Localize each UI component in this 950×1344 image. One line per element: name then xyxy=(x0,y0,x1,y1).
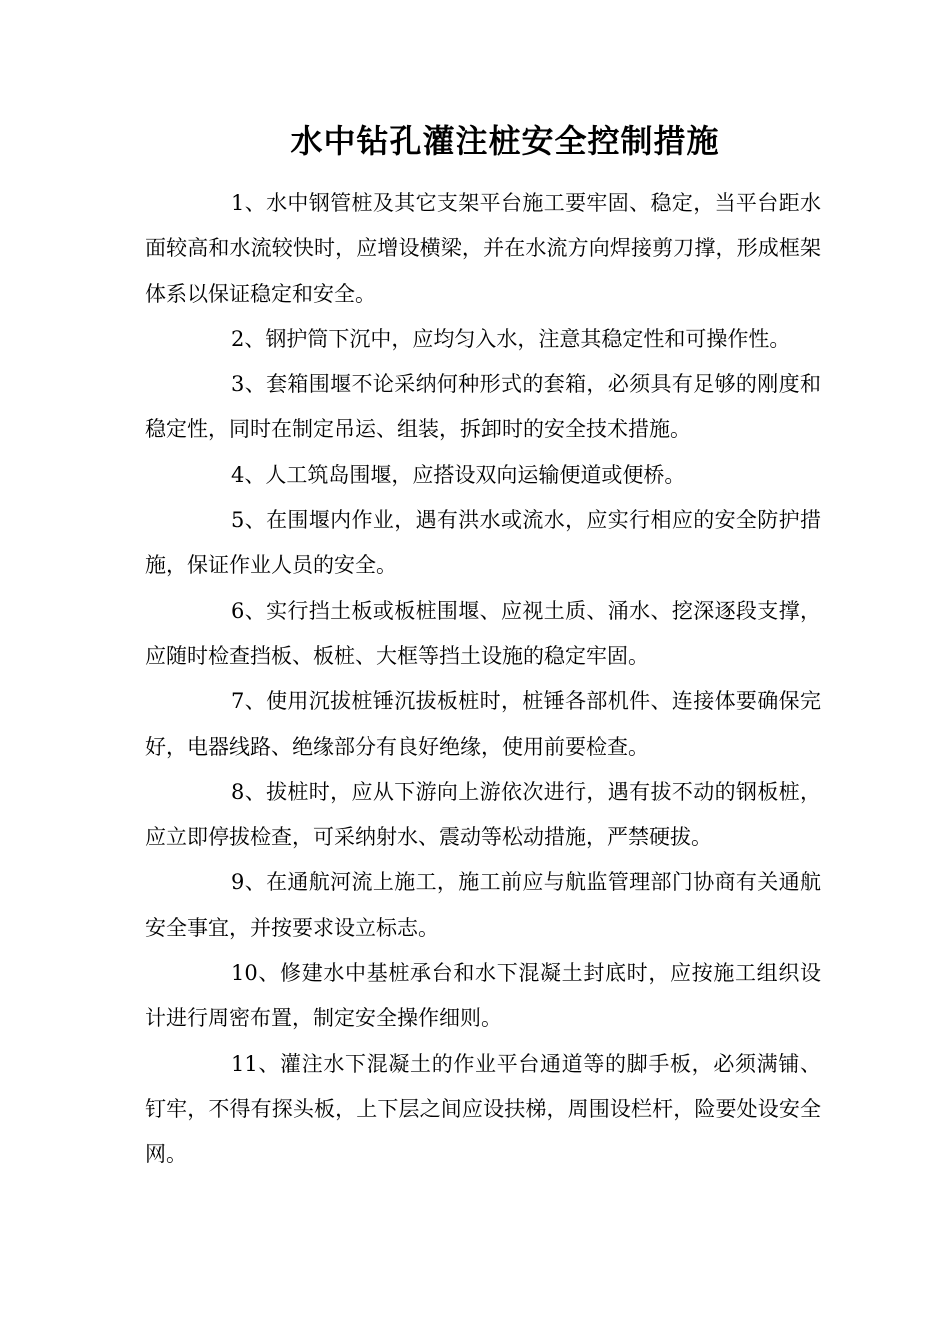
paragraph-6: 6、实行挡土板或板桩围堰、应视土质、涌水、挖深逐段支撑，应随时检查挡板、板桩、大框等挡土设施的稳定牢固。 xyxy=(145,598,821,668)
paragraph-10: 10、修建水中基桩承台和水下混凝土封底时，应按施工组织设计进行周密布置，制定安全操作细则。 xyxy=(145,961,821,1031)
paragraph-1: 1、水中钢管桩及其它支架平台施工要牢固、稳定，当平台距水面较高和水流较快时，应增设横梁，并在水流方向焊接剪刀撑，形成框架体系以保证稳定和安全。 xyxy=(145,191,821,306)
paragraph-2: 2、钢护筒下沉中，应均匀入水，注意其稳定性和可操作性。 xyxy=(231,326,791,351)
paragraph-7: 7、使用沉拔桩锤沉拔板桩时，桩锤各部机件、连接体要确保完好，电器线路、绝缘部分有良好绝缘，使用前要检查。 xyxy=(145,689,821,759)
document-body xyxy=(145,181,821,1178)
document-title: 水中钻孔灌注桩安全控制措施 xyxy=(290,122,720,160)
paragraph-11: 11、灌注水下混凝土的作业平台通道等的脚手板，必须满铺、钉牢，不得有探头板，上下层之间应设扶梯，周围设栏杆，险要处设安全网。 xyxy=(145,1051,821,1167)
paragraph-5: 5、在围堰内作业，遇有洪水或流水，应实行相应的安全防护措施，保证作业人员的安全。 xyxy=(145,508,821,578)
paragraph-3: 3、套箱围堰不论采纳何种形式的套箱，必须具有足够的刚度和稳定性，同时在制定吊运、组装，拆卸时的安全技术措施。 xyxy=(145,372,821,442)
paragraph-8: 8、拔桩时，应从下游向上游依次进行，遇有拔不动的钢板桩，应立即停拔检查，可采纳射水、震动等松动措施，严禁硬拔。 xyxy=(145,779,821,850)
paragraph-4: 4、人工筑岛围堰，应搭设双向运输便道或便桥。 xyxy=(231,462,686,487)
paragraph-9: 9、在通航河流上施工，施工前应与航监管理部门协商有关通航安全事宜，并按要求设立标志。 xyxy=(145,870,821,940)
